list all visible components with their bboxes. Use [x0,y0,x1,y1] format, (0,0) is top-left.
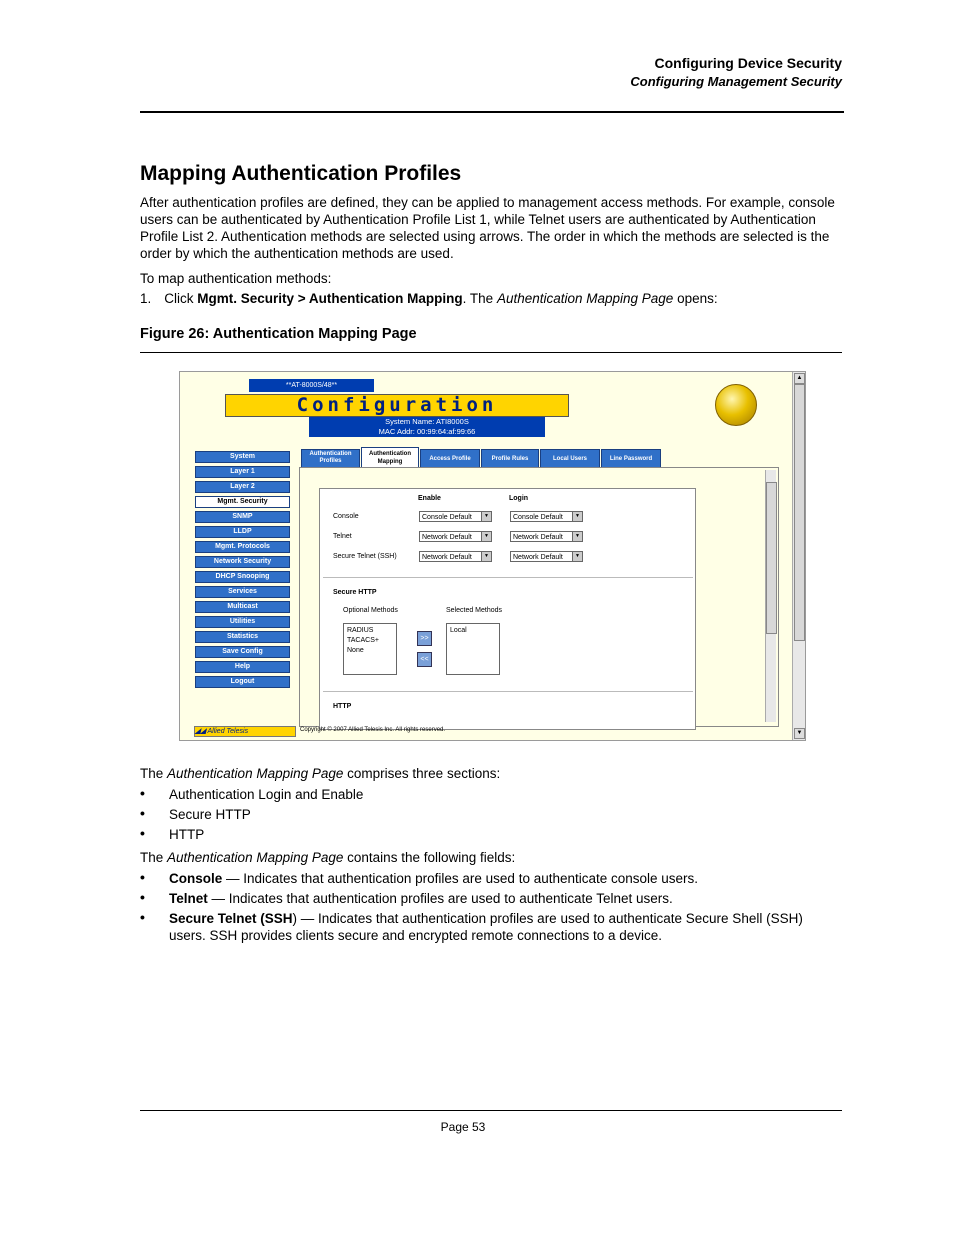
console-login-select[interactable] [510,511,583,522]
tab-profile-rules[interactable]: Profile Rules [481,449,539,469]
field-console [169,870,841,887]
page-name: Authentication Mapping Page [167,766,344,781]
field-ssh [169,910,841,944]
chevron-down-icon[interactable]: ▼ [572,532,582,541]
system-name: System Name: ATI8000S [385,417,469,426]
bullet-icon: • [140,805,145,821]
selected-methods-list[interactable] [446,623,500,675]
select-value: Network Default [513,554,563,561]
globe-logo-icon [715,384,757,426]
select-value: Network Default [422,534,472,541]
tab-label: Authentication [309,451,352,457]
list-item[interactable]: RADIUS [347,627,374,634]
window-scrollbar[interactable] [792,372,805,740]
list-item[interactable]: TACACS+ [347,637,379,644]
sections-intro [140,765,500,782]
row-label-telnet: Telnet [333,533,352,540]
tab-label: Profiles [319,458,342,464]
running-header-subtitle: Configuring Management Security [630,74,842,89]
section-item: HTTP [169,827,205,842]
header-rule [140,111,844,113]
select-value: Console Default [513,514,563,521]
telnet-login-select[interactable] [510,531,583,542]
nav-snmp[interactable]: SNMP [195,511,290,523]
select-value: Console Default [422,514,472,521]
mac-address: MAC Addr: 00:99:64:af:99:66 [378,426,476,436]
row-label-ssh: Secure Telnet (SSH) [333,553,397,560]
figure-caption: Figure 26: Authentication Mapping Page [140,326,417,342]
nav-save-config[interactable]: Save Config [195,646,290,658]
bullet-icon: • [140,869,145,885]
nav-statistics[interactable]: Statistics [195,631,290,643]
nav-logout[interactable]: Logout [195,676,290,688]
step-end: opens: [673,291,718,306]
chevron-down-icon[interactable]: ▼ [572,512,582,521]
nav-layer-1[interactable]: Layer 1 [195,466,290,478]
ssh-login-select[interactable] [510,551,583,562]
nav-layer-2[interactable]: Layer 2 [195,481,290,493]
field-telnet [169,890,841,907]
field-desc: ) — Indicates that authentication profiles are used to authenticate Secure Shell (SSH) users. SSH provides clients secure and encrypted remote connections to a device. [169,911,803,943]
bullet-icon: • [140,909,145,925]
page-number: Page 53 [440,1120,486,1134]
field-desc: — Indicates that authentication profiles are used to authenticate console users. [222,871,699,886]
field-desc: — Indicates that authentication profiles are used to authenticate Telnet users. [207,891,673,906]
console-enable-select[interactable] [419,511,492,522]
tab-authentication-profiles[interactable] [301,449,360,469]
section-item: Authentication Login and Enable [169,787,364,802]
scroll-thumb[interactable] [766,482,777,634]
tab-line-password[interactable]: Line Password [601,449,661,469]
logo-mark-icon: ◢◢ [195,728,206,735]
bullet-icon: • [140,825,145,841]
ssh-enable-select[interactable] [419,551,492,562]
tab-label: Mapping [377,459,403,465]
list-item[interactable]: None [347,647,364,654]
chevron-down-icon[interactable]: ▼ [481,512,491,521]
nav-lldp[interactable]: LLDP [195,526,290,538]
to-map-text: To map authentication methods: [140,271,332,286]
text: The [140,766,168,781]
footer-rule [140,1110,842,1111]
text: comprises three sections: [343,766,501,781]
bullet-icon: • [140,785,145,801]
tab-local-users[interactable]: Local Users [540,449,600,469]
scroll-down-icon[interactable]: ▼ [794,728,805,739]
select-value: Network Default [422,554,472,561]
intro-paragraph: After authentication profiles are defined, they can be applied to management access methods. For example, console users can be authenticated by Authentication Profile List 1, while Telnet users are authenticated by Authentication Profile List 2. Authentication methods are selected using arrows. The order in which the methods are selected is the order by which the authentication methods are used. [140,195,835,261]
tab-access-profile[interactable]: Access Profile [420,449,480,469]
add-method-button[interactable]: >> [417,631,432,646]
tab-label: Authentication [369,451,411,457]
mapping-form [319,488,696,730]
remove-method-button[interactable]: << [417,652,432,667]
configuration-title: Configuration [225,394,569,417]
authentication-mapping-screenshot [179,371,806,741]
panel-scrollbar[interactable] [765,470,776,722]
list-item[interactable]: Local [450,627,467,634]
col-login-header: Login [509,495,529,502]
fields-intro [140,849,515,866]
chevron-down-icon[interactable]: ▼ [481,532,491,541]
text: contains the following fields: [343,850,516,865]
running-header-title: Configuring Device Security [654,55,842,71]
selected-methods-label: Selected Methods [446,607,503,614]
field-name: Secure Telnet (SSH [169,911,293,926]
content-panel [299,467,779,727]
nav-services[interactable]: Services [195,586,290,598]
nav-multicast[interactable]: Multicast [195,601,290,613]
nav-mgmt-security[interactable]: Mgmt. Security [195,496,290,508]
section-title: Mapping Authentication Profiles [140,162,462,185]
step-click: Click [164,291,198,306]
text: The [140,850,168,865]
nav-mgmt-protocols[interactable]: Mgmt. Protocols [195,541,290,553]
field-name: Console [169,871,223,886]
menu-path: Mgmt. Security > Authentication Mapping [197,291,463,306]
optional-methods-label: Optional Methods [343,607,398,614]
system-info [309,417,545,437]
device-banner: **AT-8000S/48** [249,379,374,392]
nav-utilities[interactable]: Utilities [195,616,290,628]
page-name: Authentication Mapping Page [167,850,344,865]
chevron-down-icon[interactable]: ▼ [572,552,582,561]
step-number: 1. [140,291,152,306]
page-name: Authentication Mapping Page [496,291,674,306]
allied-telesis-logo [194,726,296,737]
scroll-up-icon[interactable]: ▲ [794,373,805,384]
secure-http-heading: Secure HTTP [333,589,377,596]
nav-network-security[interactable]: Network Security [195,556,290,568]
chevron-down-icon[interactable]: ▼ [481,552,491,561]
divider [323,577,693,578]
row-label-console: Console [333,513,359,520]
scroll-thumb[interactable] [794,384,805,641]
telnet-enable-select[interactable] [419,531,492,542]
brand-name: Allied Telesis [207,728,249,735]
copyright-text: Copyright © 2007 Allied Telesis Inc. All rights reserved. [300,727,446,733]
col-enable-header: Enable [418,495,441,502]
bullet-icon: • [140,889,145,905]
section-item: Secure HTTP [169,807,251,822]
figure-rule [140,352,842,353]
nav-dhcp-snooping[interactable]: DHCP Snooping [195,571,290,583]
select-value: Network Default [513,534,563,541]
step-mid: . The [462,291,497,306]
divider [323,691,693,692]
optional-methods-list[interactable] [343,623,397,675]
step-1 [140,290,840,307]
field-name: Telnet [169,891,208,906]
http-heading: HTTP [333,703,352,710]
nav-help[interactable]: Help [195,661,290,673]
nav-system[interactable]: System [195,451,290,463]
